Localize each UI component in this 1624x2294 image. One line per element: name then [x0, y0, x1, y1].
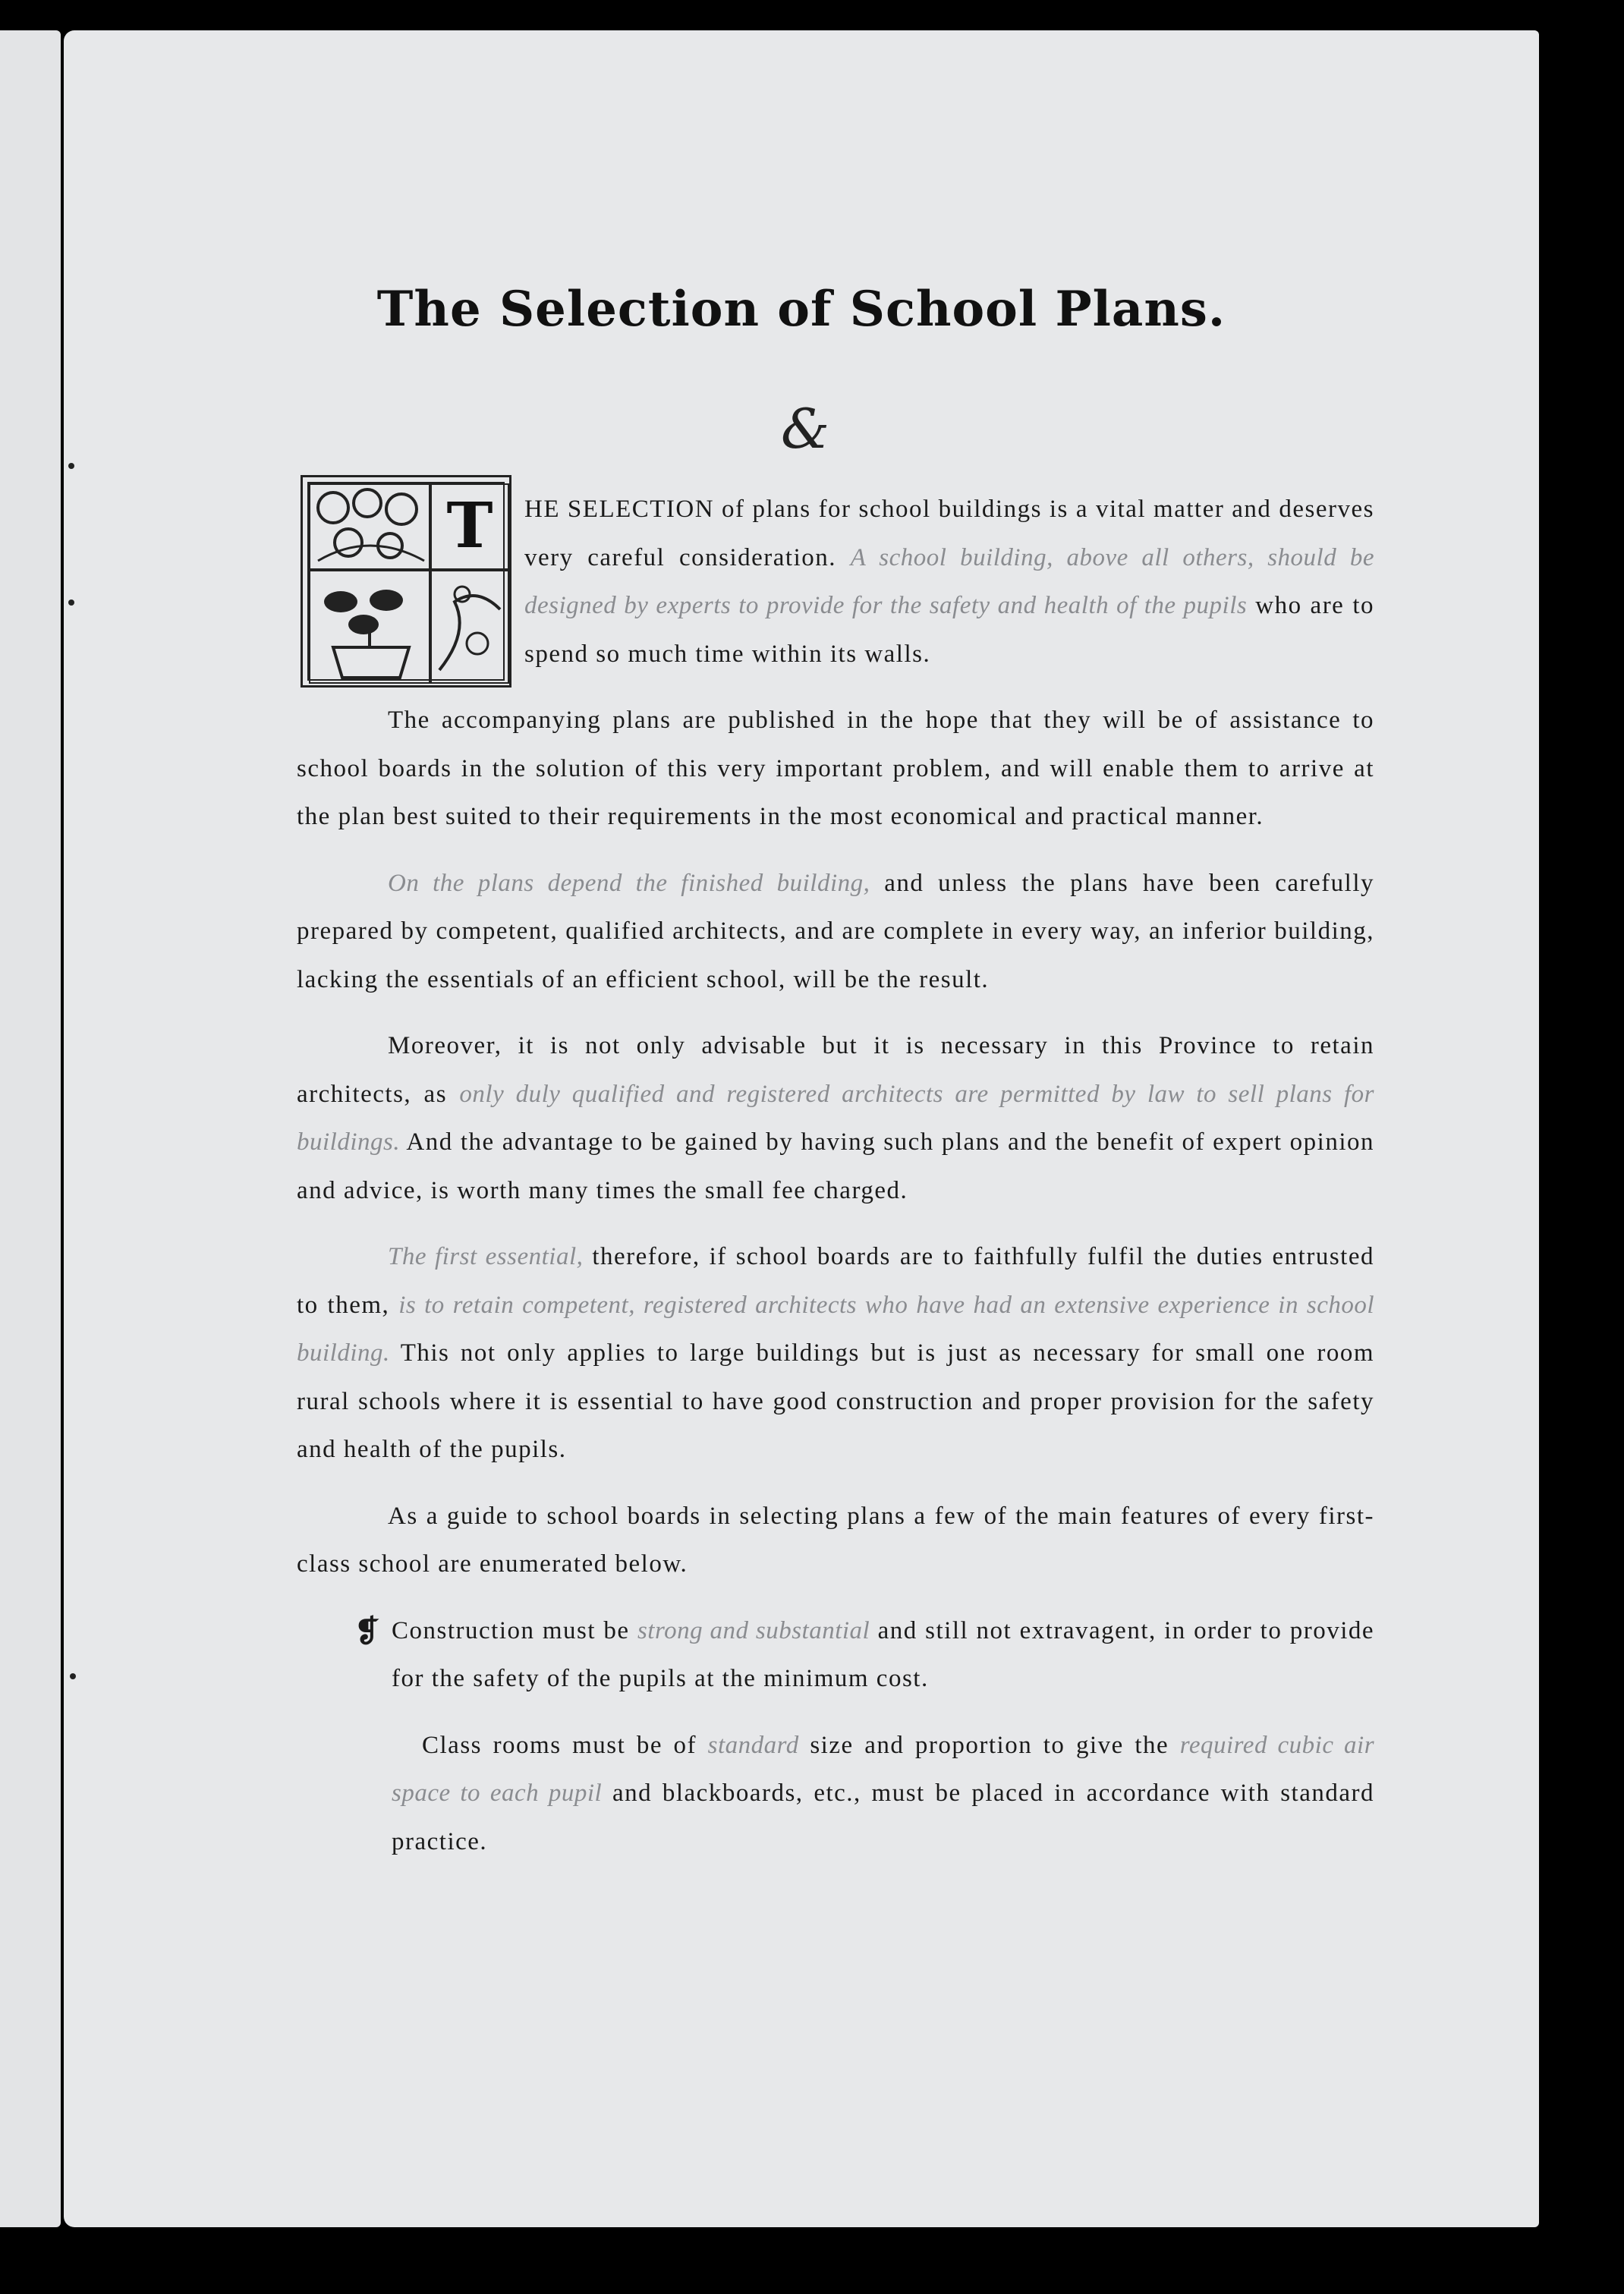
document-page: [64, 30, 1539, 2227]
pilcrow-icon: ❡: [354, 1613, 382, 1649]
margin-speck: [68, 463, 74, 469]
body-text: [297, 486, 1374, 1866]
feature-construction: ❡ Construction must be strong and substantial and still not extravagent, in order to provide for the safety of the pupils at the minimum cost.: [297, 1607, 1374, 1704]
ornament-glyph: &: [780, 397, 830, 461]
paragraph-intro: HE SELECTION of plans for school buildings is a vital matter and deserves very careful consideration. A school building, above all others, should be designed by experts to provide for the safety and health of the pupils who are to spend so much time within its walls.: [524, 496, 1374, 668]
paragraph-guide: As a guide to school boards in selecting plans a few of the main features of every first-class school are enumerated below.: [297, 1502, 1374, 1578]
paragraph-purpose: The accompanying plans are published in the hope that they will be of assistance to school boards in the solution of this very important problem, and will enable them to arrive at the plan best suited to their requirements in the most economical and practical manner.: [297, 706, 1374, 830]
margin-speck: [68, 599, 74, 606]
facing-page-edge: [0, 30, 61, 2227]
paragraph-plans: On the plans depend the finished building, and unless the plans have been carefully prepared by competent, qualified architects, and are complete in every way, an inferior building, lacking the essentials of an efficient school, will be the result.: [297, 869, 1374, 993]
page-title: The Selection of School Plans.: [376, 281, 1226, 338]
feature-class-rooms: Class rooms must be of standard size and proportion to give the required cubic air space to each pupil and blackboards, etc., must be placed in accordance with standard practice.: [392, 1731, 1375, 1855]
paragraph-architects: Moreover, it is not only advisable but it is necessary in this Province to retain architects, as only duly qualified and registered architects are permitted by law to sell plans for buildings. And the advantage to be gained by having such plans and the benefit of expert opinion and advice, is worth many times the small fee charged.: [297, 1032, 1375, 1204]
margin-speck: [70, 1673, 76, 1679]
drop-cap: T: [446, 489, 493, 562]
paragraph-first-essential: The first essential, therefore, if school boards are to faithfully fulfil the duties entrusted to them, is to retain competent, registered architects who have had an extensive experience in school building. This not only applies to large buildings but is just as necessary for small one room rural schools where it is essential to have good construction and proper provision for the safety and health of the pupils.: [297, 1243, 1375, 1463]
